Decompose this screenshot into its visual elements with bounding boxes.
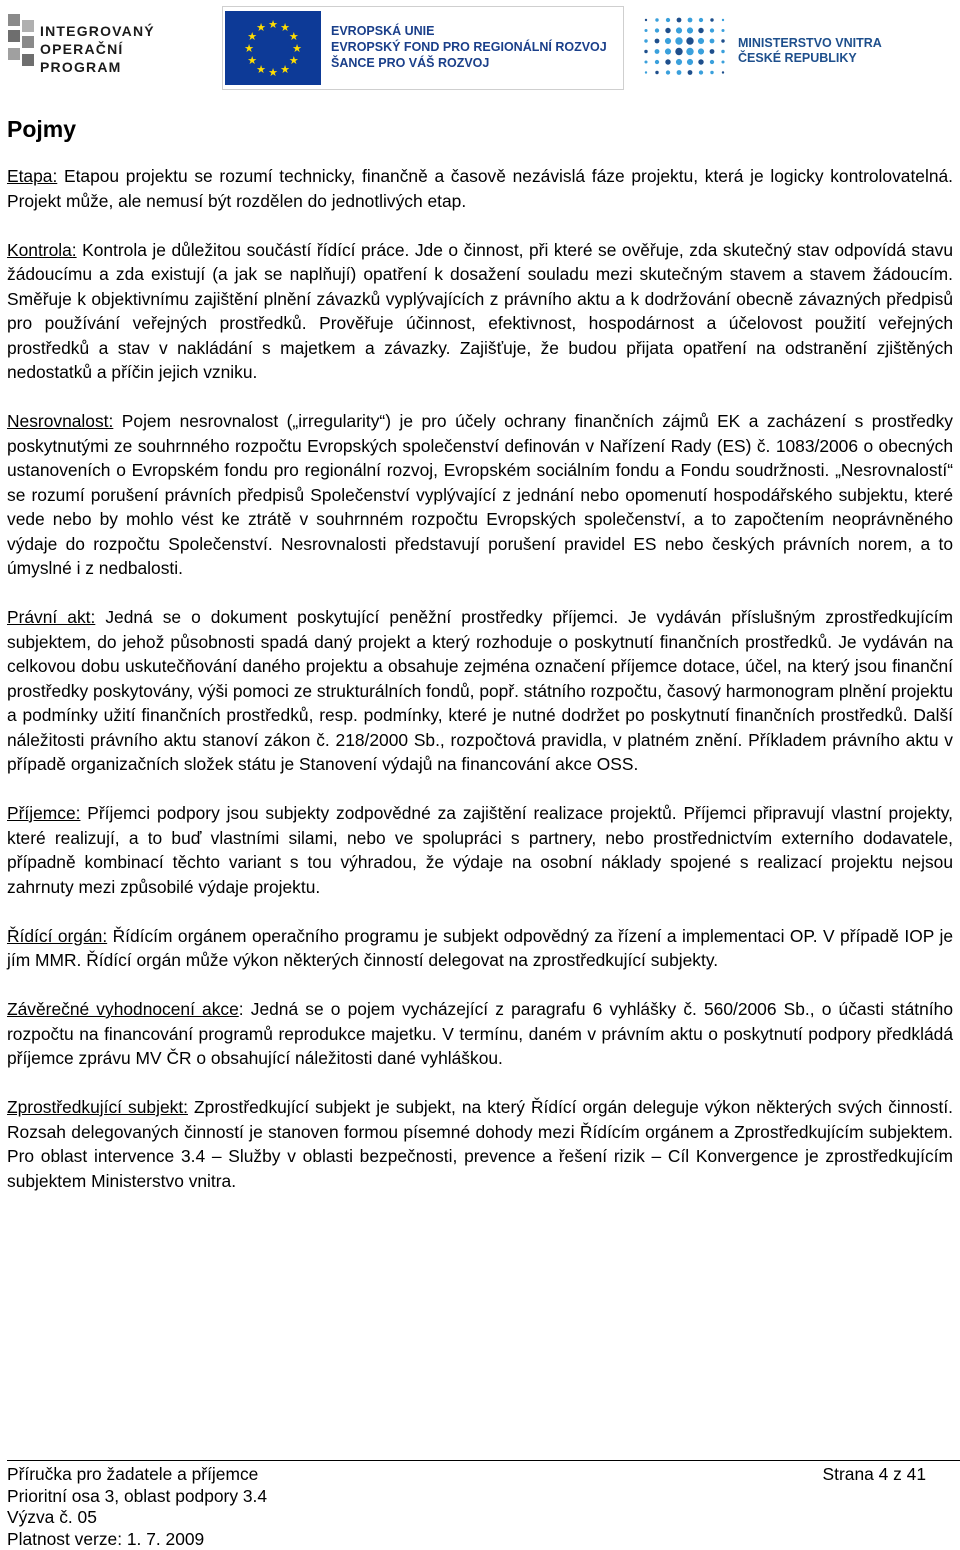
mv-dot-icon xyxy=(644,50,647,53)
mv-dot-icon xyxy=(710,60,714,64)
footer-version: Platnost verze: 1. 7. 2009 xyxy=(7,1529,960,1550)
mv-dot-icon xyxy=(699,18,703,22)
mv-dot-icon xyxy=(710,28,714,32)
mv-dot-icon xyxy=(675,48,682,55)
mv-dot-icon xyxy=(687,27,693,33)
eu-star-icon: ★ xyxy=(289,55,299,67)
eu-star-icon: ★ xyxy=(256,22,266,34)
mv-dot-icon xyxy=(677,18,682,23)
term-label: Nesrovnalost: xyxy=(7,411,113,431)
mv-dot-icon xyxy=(665,38,671,44)
document-body xyxy=(7,112,953,1218)
mv-dot-icon xyxy=(655,49,660,54)
mv-dot-icon xyxy=(710,39,715,44)
term-label: Kontrola: xyxy=(7,240,77,260)
mv-dot-icon xyxy=(687,59,693,65)
page-title: Pojmy xyxy=(7,112,953,146)
mv-dot-icon xyxy=(722,19,724,21)
eu-star-icon: ★ xyxy=(280,22,290,34)
term-label: Právní akt: xyxy=(7,607,95,627)
mv-logo-icon xyxy=(640,14,730,78)
definition-paragraph xyxy=(7,1095,953,1193)
definition-paragraph xyxy=(7,605,953,777)
mv-dot-icon xyxy=(665,59,670,64)
mv-dot-icon xyxy=(655,18,658,21)
footer-call: Výzva č. 05 xyxy=(7,1507,960,1529)
definition-paragraph xyxy=(7,997,953,1071)
term-definition: Příjemci podpory jsou subjekty zodpovědné za zajištění realizace projektů. Příjemci připravují vlastní projekty, které realizují, a to buď vlastními silami, nebo ve spolupráci s partnery, nebo prostřednictvím externího dodavatele, případně kombinací těchto variant s tou výhradou, že výdaje na osobní náklady spojené s realizací projektu nejsou zahrnuty mezi způsobilé výdaje projektu. xyxy=(7,803,953,897)
mv-dot-icon xyxy=(644,60,647,63)
term-definition: Kontrola je důležitou součástí řídící práce. Jde o činnost, při které se ověřuje, zda skutečný stav odpovídá stavu žádoucímu a zda existují (a jak se naplňují) opatření k dosažení souladu mezi skutečným stavem a stavem žádoucím. Směřuje k objektivnímu zajištění plnění závazků vyplývajících z právního aktu a k dodržování obecně závazných předpisů pro používání veřejných prostředků. Prověřuje účinnost, efektivnost, hospodárnost a účelovost použití veřejných prostředků a stav v nakládání s majetkem a závazky. Zajišťuje, že budou přijata opatření na odstranění zjištěných nedostatků a příčin jejich vzniku. xyxy=(7,240,953,383)
mv-dot-icon xyxy=(655,71,658,74)
mv-dot-icon xyxy=(721,60,724,63)
eu-star-icon: ★ xyxy=(292,43,302,55)
logo-bar xyxy=(0,0,960,92)
mv-dot-icon xyxy=(665,48,671,54)
iop-logo xyxy=(8,10,198,80)
mv-dot-icon xyxy=(645,71,647,73)
mv-dot-icon xyxy=(644,29,647,32)
term-definition: Jedná se o dokument poskytující peněžní prostředky příjemci. Je vydáván příslušným zprostředkujícím subjektem, do jehož působnosti spadá daný projekt a který rozhoduje o poskytnutí finančních prostředků. Je vydáván na celkovou dobu uskutečňování daného projektu a obsahuje zejména označení příjemce dotace, účel, na který jsou finanční prostředky poskytovány, výši pomoci ze strukturálních fondů, popř. státního rozpočtu, časový harmonogram plnění projektu a podmínky užití finančních prostředků, resp. podmínky, které je nutné dodržet po poskytnutí finančních prostředků. Další náležitosti právního aktu stanoví zákon č. 218/2000 Sb., rozpočtová pravidla, v platném znění. Příkladem právního aktu v případě organizačních složek státu je Stanovení výdajů na financování akce OSS. xyxy=(7,607,953,774)
term-label: Příjemce: xyxy=(7,803,80,823)
eu-logo-line1: EVROPSKÁ UNIE xyxy=(331,23,607,39)
mv-dot-icon xyxy=(675,37,682,44)
mv-dot-icon xyxy=(688,18,693,23)
iop-logo-line3: PROGRAM xyxy=(40,58,155,76)
term-definition: Řídícím orgánem operačního programu je subjekt odpovědný za řízení a implementaci OP. V případě IOP je jím MMR. Řídící orgán může výkon některých činností delegovat na zprostředkující subjekty. xyxy=(7,926,953,971)
definition-paragraph xyxy=(7,801,953,899)
mv-logo xyxy=(640,14,940,78)
mv-dot-icon xyxy=(698,59,703,64)
footer-title: Příručka pro žadatele a příjemce xyxy=(7,1464,960,1486)
page-number: Strana 4 z 41 xyxy=(823,1464,926,1486)
mv-dot-icon xyxy=(686,48,693,55)
mv-dot-icon xyxy=(655,39,660,44)
mv-dot-icon xyxy=(710,49,715,54)
mv-dot-icon xyxy=(721,50,724,53)
eu-logo-line3: ŠANCE PRO VÁŠ ROZVOJ xyxy=(331,55,607,71)
eu-star-icon: ★ xyxy=(268,19,278,31)
mv-dot-icon xyxy=(686,37,693,44)
term-definition: Zprostředkující subjekt je subjekt, na který Řídící orgán deleguje výkon některých svých činností. Rozsah delegovaných činností je stanoven formou písemné dohody mezi Řídícím orgánem a Zprostředkujícím subjektem. Pro oblast intervence 3.4 – Služby v oblasti bezpečnosti, prevence a řešení rizik – Cíl Konvergence je zprostředkujícím subjektem Ministerstvo vnitra. xyxy=(7,1097,953,1191)
mv-dot-icon xyxy=(710,18,713,21)
eu-logo xyxy=(222,6,624,90)
term-label: Řídící orgán: xyxy=(7,926,107,946)
eu-star-icon: ★ xyxy=(280,64,290,76)
page-footer xyxy=(7,1460,960,1550)
mv-dot-icon xyxy=(644,39,647,42)
mv-dot-icon xyxy=(698,48,704,54)
term-label: Etapa: xyxy=(7,166,57,186)
mv-dot-icon xyxy=(666,18,670,22)
mv-dot-icon xyxy=(688,70,693,75)
mv-dot-icon xyxy=(721,39,724,42)
eu-star-icon: ★ xyxy=(247,55,257,67)
definition-paragraph xyxy=(7,238,953,385)
iop-logo-icon xyxy=(8,14,34,74)
eu-logo-line2: EVROPSKÝ FOND PRO REGIONÁLNÍ ROZVOJ xyxy=(331,39,607,55)
footer-axis: Prioritní osa 3, oblast podpory 3.4 xyxy=(7,1486,960,1508)
mv-dot-icon xyxy=(645,19,647,21)
eu-flag-icon xyxy=(225,11,321,85)
iop-logo-line2: OPERAČNÍ xyxy=(40,40,155,58)
definition-paragraph xyxy=(7,164,953,213)
mv-dot-icon xyxy=(655,28,659,32)
eu-star-icon: ★ xyxy=(289,31,299,43)
eu-star-icon: ★ xyxy=(244,43,254,55)
definition-paragraph xyxy=(7,924,953,973)
eu-star-icon: ★ xyxy=(256,64,266,76)
mv-dot-icon xyxy=(665,28,670,33)
mv-dot-icon xyxy=(722,71,724,73)
mv-dot-icon xyxy=(655,60,659,64)
mv-dot-icon xyxy=(676,27,682,33)
mv-dot-icon xyxy=(698,28,703,33)
definition-paragraph xyxy=(7,409,953,581)
iop-logo-line1: INTEGROVANÝ xyxy=(40,22,155,40)
mv-logo-line1: MINISTERSTVO VNITRA xyxy=(738,36,882,51)
term-label: Zprostředkující subjekt: xyxy=(7,1097,188,1117)
eu-star-icon: ★ xyxy=(247,31,257,43)
mv-logo-line2: ČESKÉ REPUBLIKY xyxy=(738,51,882,66)
mv-dot-icon xyxy=(721,29,724,32)
mv-dot-icon xyxy=(710,71,713,74)
mv-dot-icon xyxy=(676,59,682,65)
term-definition: Etapou projektu se rozumí technicky, finančně a časově nezávislá fáze projektu, která je logicky kontrolovatelná. Projekt může, ale nemusí být rozdělen do jednotlivých etap. xyxy=(7,166,953,211)
mv-dot-icon xyxy=(666,70,670,74)
term-label: Závěrečné vyhodnocení akce xyxy=(7,999,239,1019)
eu-star-icon: ★ xyxy=(268,67,278,79)
mv-dot-icon xyxy=(699,70,703,74)
mv-dot-icon xyxy=(677,70,682,75)
term-definition: Pojem nesrovnalost („irregularity“) je pro účely ochrany finančních zájmů EK a zacházení s prostředky poskytnutými ze souhrnného rozpočtu Evropských společenství definován v Nařízení Rady (ES) č. 1083/2006 o obecných ustanoveních o Evropském fondu pro regionální rozvoj, Evropském sociálním fondu a Fondu soudržnosti. „Nesrovnalostí“ se rozumí porušení právních předpisů Společenství vyplývající z jednání nebo opomenutí hospodářského subjektu, které vede nebo by mohlo vést ke ztrátě v souhrnném rozpočtu Evropských společenství, a to započtením neoprávněného výdaje do rozpočtu Společenství. Nesrovnalosti představují porušení pravidel ES nebo českých právních norem, a to úmyslné i z nedbalosti. xyxy=(7,411,953,578)
term-definition: : Jedná se o pojem vycházející z paragrafu 6 vyhlášky č. 560/2006 Sb., o účasti státního rozpočtu na financování programů reprodukce majetku. V termínu, daném v právním aktu o poskytnutí podpory předkládá příjemce zprávu MV ČR o obsahující náležitosti dané vyhláškou. xyxy=(7,999,953,1068)
mv-dot-icon xyxy=(698,38,704,44)
